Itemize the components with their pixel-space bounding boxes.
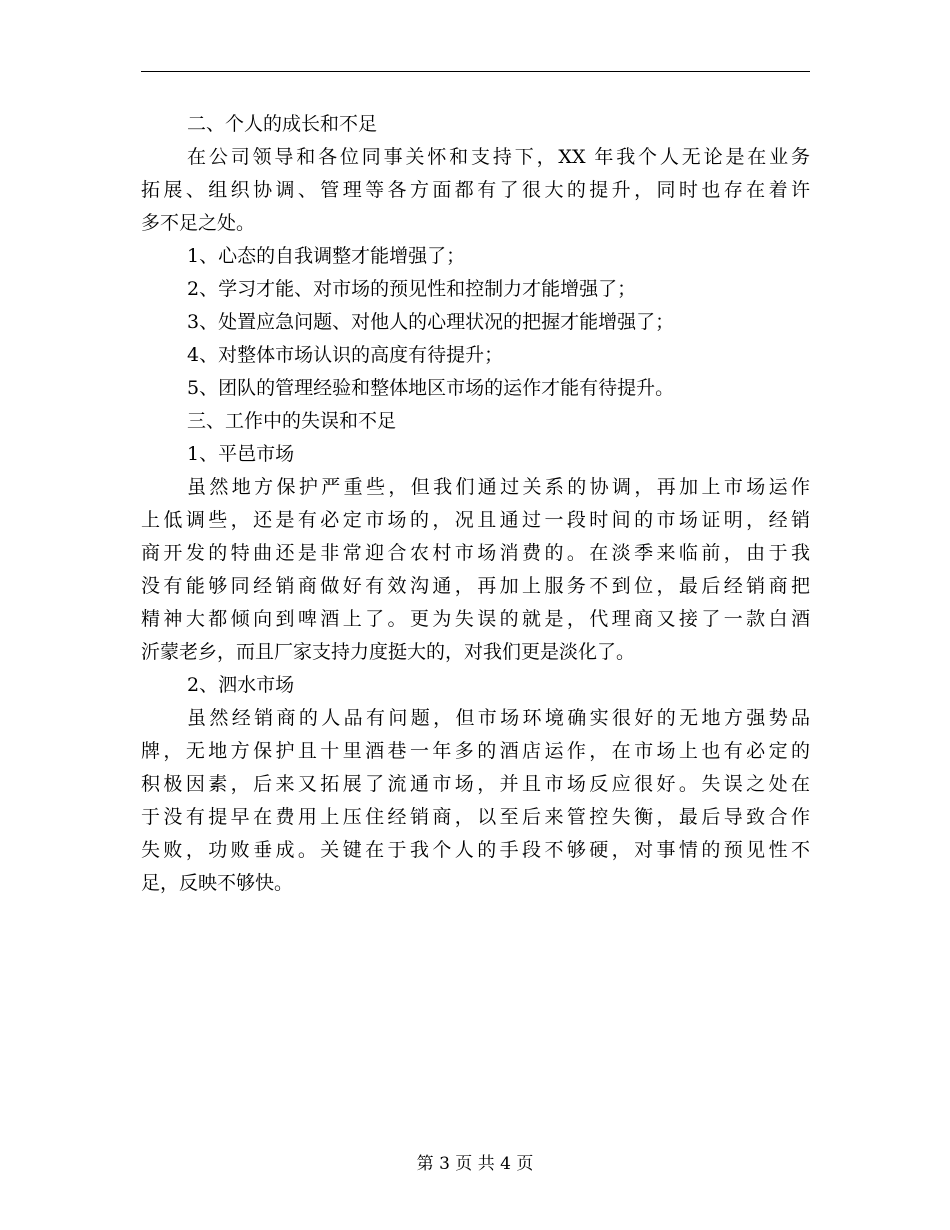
text-line: 没有能够同经销商做好有效沟通，再加上服务不到位，最后经销商把 (141, 575, 810, 597)
text-line: 虽然经销商的人品有问题，但市场环境确实很好的无地方强势品 (187, 707, 810, 729)
text-line: 积极因素，后来又拓展了流通市场，并且市场反应很好。失误之处在 (141, 773, 810, 795)
page-number-footer: 第 3 页 共 4 页 (416, 1154, 534, 1174)
subheading-pingyi-market (141, 438, 810, 471)
paragraph-sishui (141, 702, 810, 900)
text-line: 商开发的特曲还是非常迎合农村市场消费的。在淡季来临前，由于我 (141, 542, 810, 564)
paragraph-pingyi (141, 471, 810, 669)
text-line: 精神大都倾向到啤酒上了。更为失误的就是，代理商又接了一款白酒 (141, 608, 810, 630)
text-line: 在公司领导和各位同事关怀和支持下，XX 年我个人无论是在业务 (187, 146, 810, 168)
text-line: 1、心态的自我调整才能增强了； (187, 245, 466, 267)
text-line: 虽然地方保护严重些，但我们通过关系的协调，再加上市场运作 (187, 476, 810, 498)
text-line: 二、个人的成长和不足 (187, 113, 378, 135)
text-line: 多不足之处。 (141, 212, 256, 234)
section-heading-work-mistakes (141, 405, 810, 438)
text-line: 沂蒙老乡，而且厂家支持力度挺大的，对我们更是淡化了。 (141, 641, 636, 663)
text-line: 3、处置应急问题、对他人的心理状况的把握才能增强了； (187, 311, 675, 333)
text-line: 牌，无地方保护且十里酒巷一年多的酒店运作，在市场上也有必定的 (141, 740, 810, 762)
list-item (141, 339, 810, 372)
subheading-sishui-market (141, 669, 810, 702)
header-rule (141, 71, 810, 72)
list-item (141, 273, 810, 306)
text-line: 1、平邑市场 (187, 443, 295, 465)
text-line: 上低调些，还是有必定市场的，况且通过一段时间的市场证明，经销 (141, 509, 810, 531)
list-item (141, 306, 810, 339)
section-heading-personal-growth (141, 108, 810, 141)
text-line: 于没有提早在费用上压住经销商，以至后来管控失衡，最后导致合作 (141, 806, 810, 828)
text-line: 拓展、组织协调、管理等各方面都有了很大的提升，同时也存在着许 (141, 179, 810, 201)
text-line: 三、工作中的失误和不足 (187, 410, 397, 432)
list-item (141, 372, 810, 405)
text-line: 5、团队的管理经验和整体地区市场的运作才能有待提升。 (187, 377, 675, 399)
text-line: 失败，功败垂成。关键在于我个人的手段不够硬，对事情的预见性不 (141, 839, 810, 861)
text-line: 2、泗水市场 (187, 674, 295, 696)
list-item (141, 240, 810, 273)
text-line: 2、学习才能、对市场的预见性和控制力才能增强了； (187, 278, 637, 300)
paragraph-intro (141, 141, 810, 240)
document-body (141, 108, 810, 900)
text-line: 足，反映不够快。 (141, 872, 294, 894)
text-line: 4、对整体市场认识的高度有待提升； (187, 344, 504, 366)
